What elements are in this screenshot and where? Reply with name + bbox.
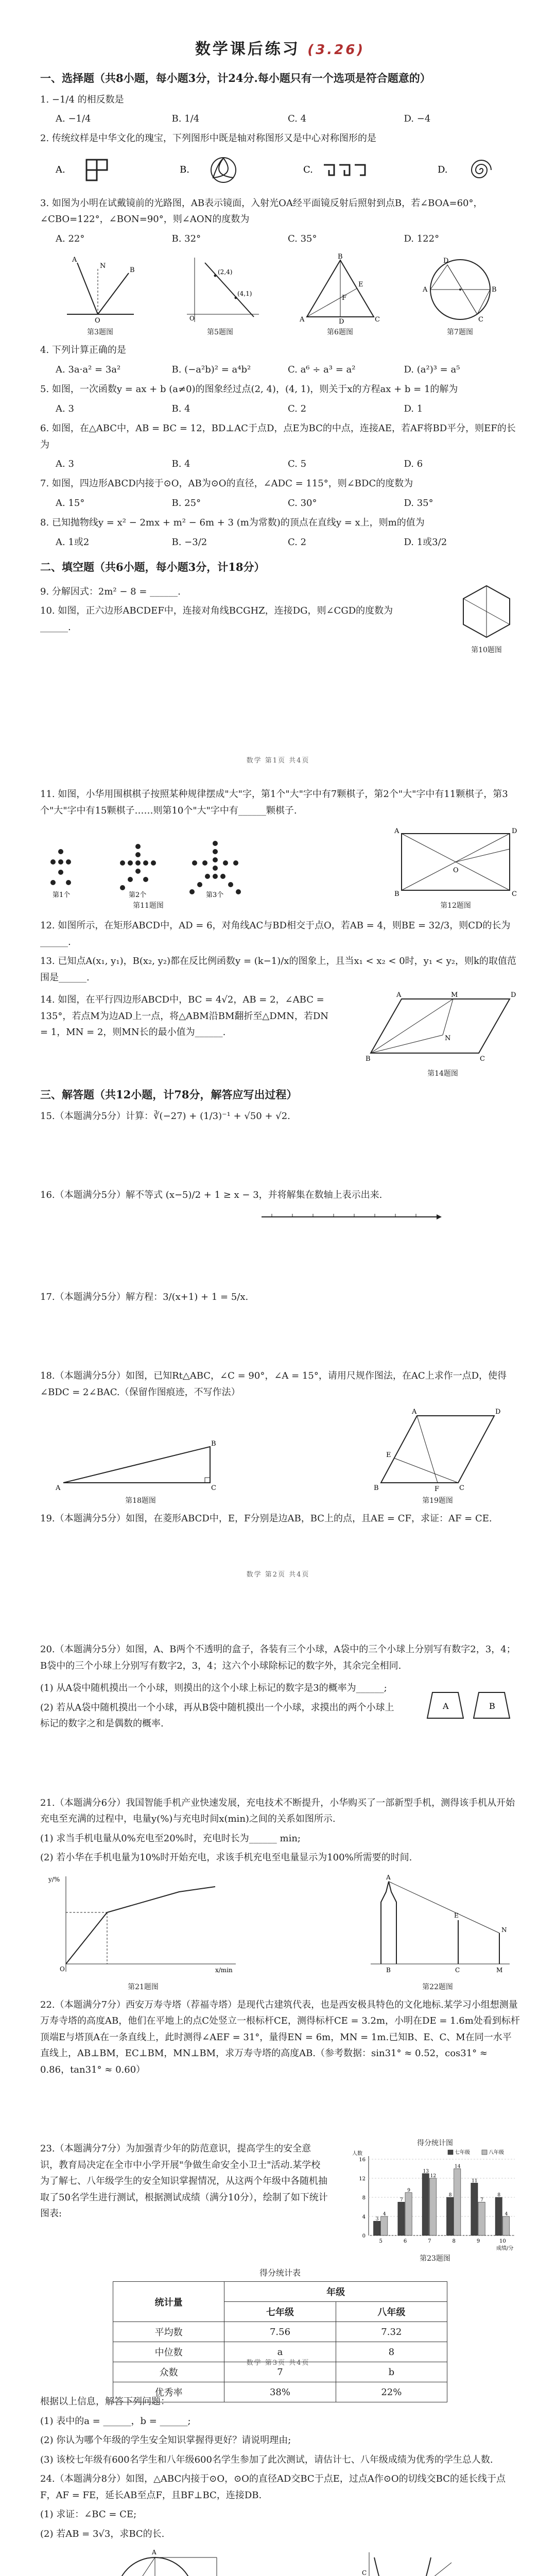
figure-caption: 第7题图 — [447, 328, 473, 337]
option: B. 4 — [171, 403, 190, 414]
legend-label: 八年级 — [489, 2150, 504, 2156]
svg-text:M: M — [496, 1966, 503, 1974]
bar — [454, 2169, 461, 2236]
question-21-part-2: (2) 若小华在手机电量为10%时开始充电，求该手机充电至电量显示为100%所需要的时间. — [40, 1852, 412, 1863]
y-tick-label: 0 — [362, 2233, 366, 2239]
mirror-ray-diagram — [57, 252, 144, 325]
pattern-option-b — [180, 152, 247, 190]
svg-text:A: A — [72, 256, 77, 264]
question-20-part-2: (2) 若从A袋中随机摸出一个小球，再从B袋中随机摸出一个小球，求摸出的两个小球上标记的数字之和是偶数的概率. — [40, 1702, 394, 1729]
option: B. 32° — [171, 233, 201, 244]
svg-text:F: F — [341, 294, 346, 302]
question-7: 7. 如图，四边形ABCD内接于⊙O，AB为⊙O的直径，∠ADC = 115°，则∠BDC的度数为 — [40, 478, 413, 489]
section-1-figures — [40, 252, 520, 337]
option: D. 122° — [404, 233, 440, 244]
svg-text:C: C — [459, 1484, 464, 1492]
fret-pattern-icon — [303, 152, 380, 188]
svg-text:C: C — [478, 316, 483, 324]
page-4 — [0, 2391, 556, 2576]
data-label: 4 — [383, 2212, 386, 2217]
section-1-heading: 一、选择题（共8小题，每小题3分，计24分.每小题只有一个选项是符合题意的） — [40, 72, 431, 84]
svg-text:C: C — [480, 1055, 485, 1063]
svg-text:B: B — [394, 890, 399, 898]
figure-caption: 第14题图 — [427, 1070, 458, 1078]
page-footer: 数学 第2页 共4页 — [246, 1571, 310, 1579]
question-1-options — [40, 111, 520, 127]
option: A. −1/4 — [56, 113, 91, 124]
question-14: 14. 如图，在平行四边形ABCD中，BC = 4√2，AB = 2，∠ABC = 135°，若点M为边AD上一点，将△ABM沿BM翻折至△DMN，若DN = 1，MN = 2，则MN长的最小值为______. — [40, 994, 329, 1038]
bar — [495, 2197, 502, 2235]
x-tick-label: 5 — [379, 2239, 383, 2244]
question-19: 19.（本题满分5分）如图，在菱形ABCD中，E，F分别是边AB，BC上的点，且AE = CF，求证：AF = CE. — [40, 1513, 492, 1524]
option: B. 1/4 — [171, 113, 200, 124]
svg-text:E: E — [358, 281, 363, 289]
bar — [405, 2193, 412, 2235]
pattern-label: 第2个 — [129, 891, 147, 899]
option: D. 6 — [404, 459, 423, 470]
svg-text:D: D — [512, 827, 517, 835]
question-23: 23.（本题满分7分）为加强青少年的防范意识，提高学生的安全意识，教育局决定在全市中小学开展"争做生命安全小卫士"活动.某学校为了解七、八年级学生的安全知识掌握情况，从这两个年级中各随机抽取了50名学生进行测试，根据测试成绩（满分10分），绘制了如下统计图表: — [40, 2143, 328, 2219]
table-cell: 7.32 — [336, 2322, 447, 2342]
bar — [429, 2178, 436, 2235]
data-label: 9 — [407, 2188, 410, 2193]
option: B. 4 — [171, 459, 190, 470]
option: B. −3/2 — [171, 536, 207, 548]
svg-text:B: B — [337, 253, 343, 261]
svg-text:(2,4): (2,4) — [217, 268, 232, 276]
svg-text:x/min: x/min — [215, 1966, 233, 1974]
table-cell: 平均数 — [113, 2322, 224, 2342]
figure-q19 — [371, 1405, 505, 1505]
section-3-heading: 三、解答题（共12小题，计78分，解答应写出过程） — [40, 1088, 298, 1101]
question-24-part-1: (1) 求证：∠BC = CE; — [40, 2509, 137, 2520]
table-cell: 7 — [224, 2362, 336, 2382]
svg-text:C: C — [374, 316, 380, 324]
svg-text:C: C — [455, 1966, 460, 1974]
section-2-heading: 二、填空题（共6小题，每小题3分，计18分） — [40, 561, 265, 574]
option: D. 35° — [404, 497, 433, 509]
table-header: 年级 — [224, 2282, 447, 2302]
question-24: 24.（本题满分8分）如图，△ABC内接于⊙O，⊙O的直径AD交BC于点E，过点A作⊙O的切线交BC的延长线于点F，AF = FE，延长AB至点F，且BF⊥BC，连接DB. — [40, 2473, 506, 2501]
question-11: 11. 如图，小华用围棋棋子按照某种规律摆成"大"字，第1个"大"字中有7颗棋子，第2个"大"字中有11颗棋子，第3个"大"字中有15颗棋子……则第10个"大"字中有______颗棋子. — [40, 789, 508, 816]
bar — [398, 2202, 405, 2235]
svg-text:M: M — [451, 991, 458, 999]
page-footer: 数学 第3页 共4页 — [246, 2359, 310, 2367]
question-23-part-2: (2) 你认为哪个年级的学生安全知识掌握得更好？请说明理由; — [40, 2435, 291, 2446]
svg-text:O: O — [189, 315, 195, 323]
rhombus-diagram — [371, 1405, 505, 1493]
charging-graph — [45, 1871, 241, 1979]
option: D. (a²)³ = a⁵ — [404, 364, 460, 375]
question-16: 16.（本题满分5分）解不等式 (x−5)/2 + 1 ≥ x − 3，并将解集在数轴上表示出来. — [40, 1190, 383, 1200]
bar — [478, 2202, 485, 2235]
go-stones-pattern — [40, 836, 256, 898]
table-caption: 得分统计表 — [259, 2268, 301, 2278]
page-4-figures-top — [40, 2547, 520, 2576]
svg-text:E: E — [386, 1451, 391, 1459]
data-label: 14 — [455, 2164, 461, 2170]
figure-q5 — [177, 252, 264, 337]
svg-text:B: B — [386, 1966, 391, 1974]
figure-q18 — [56, 1436, 225, 1505]
table-header: 七年级 — [224, 2302, 336, 2322]
table-cell: 38% — [224, 2382, 336, 2402]
option-label: B. — [179, 164, 189, 175]
linear-function-graph — [177, 252, 264, 325]
x-axis-label: 成绩/分 — [496, 2246, 514, 2251]
svg-text:F: F — [435, 1485, 440, 1493]
question-9: 9. 分解因式：2m² − 8 = ______. — [40, 586, 181, 597]
figure-q24 — [98, 2547, 222, 2576]
question-4-options — [40, 362, 520, 378]
svg-text:A: A — [56, 1484, 61, 1492]
svg-text:y/%: y/% — [48, 1875, 60, 1883]
svg-text:B: B — [374, 1484, 379, 1492]
svg-text:D: D — [443, 257, 448, 265]
question-8: 8. 已知抛物线y = x² − 2mx + m² − 6m + 3 (m为常数)的顶点在直线y = x上，则m的值为 — [40, 517, 425, 529]
svg-text:B: B — [366, 1055, 371, 1063]
option: C. 2 — [288, 536, 307, 548]
figure-caption: 第11题图 — [133, 902, 164, 910]
question-12: 12. 如图所示，在矩形ABCD中，AD = 6，对角线AC与BD相交于点O，若AB = 4，则BE = 32/3，则CD的长为______. — [40, 920, 511, 947]
bar — [446, 2197, 453, 2235]
svg-text:N: N — [445, 1035, 451, 1042]
svg-text:O: O — [453, 867, 459, 874]
option: C. 35° — [288, 233, 317, 244]
svg-text:O: O — [94, 317, 100, 325]
svg-text:O: O — [60, 1965, 65, 1973]
y-axis-label: 人数 — [352, 2151, 362, 2157]
figure-caption: 第22题图 — [422, 1982, 453, 1991]
figure-caption: 第10题图 — [471, 646, 502, 654]
question-4: 4. 下列计算正确的是 — [40, 345, 126, 356]
option: A. 3 — [56, 403, 74, 414]
svg-text:E: E — [454, 1911, 459, 1919]
figure-q23 — [350, 2138, 520, 2263]
pattern-label: 第1个 — [53, 891, 71, 899]
pagoda-measurement-diagram — [360, 1871, 515, 1979]
score-statistics-table — [113, 2281, 447, 2402]
question-6: 6. 如图，在△ABC中，AB = BC = 12，BD⊥AC于点D，点E为BC的中点，连接AE，若AF将BD平分，则EF的长为 — [40, 423, 516, 450]
bar — [373, 2221, 380, 2235]
parabola-graph — [338, 2547, 462, 2576]
figure-caption: 第3题图 — [87, 328, 113, 337]
question-5: 5. 如图，一次函数y = ax + b (a≠0)的图象经过点(2, 4)，(4, 1)，则关于x的方程ax + b = 1的解为 — [40, 384, 458, 395]
data-label: 7 — [480, 2197, 483, 2203]
table-header: 统计量 — [113, 2282, 224, 2322]
hexagon-diagram — [453, 581, 520, 642]
svg-text:A: A — [443, 1701, 449, 1711]
table-cell: 7.56 — [224, 2322, 336, 2342]
table-row — [113, 2322, 447, 2342]
y-tick-label: 12 — [359, 2176, 366, 2182]
triquetra-pattern-icon — [180, 152, 247, 188]
parallelogram-diagram — [366, 989, 520, 1066]
svg-text:A: A — [412, 1408, 417, 1416]
option: A. 1或2 — [56, 536, 90, 548]
data-label: 4 — [505, 2212, 508, 2217]
question-21-part-1: (1) 求当手机电量从0%充电至20%时，充电时长为______ min; — [40, 1833, 301, 1844]
table-cell: 22% — [336, 2382, 447, 2402]
svg-text:A: A — [386, 1873, 391, 1881]
inscribed-quadrilateral-diagram — [416, 252, 504, 325]
svg-text:B: B — [211, 1440, 216, 1448]
knot-pattern-icon — [56, 152, 123, 188]
svg-text:C: C — [512, 890, 517, 898]
score-bar-chart — [350, 2148, 520, 2251]
option: D. 1 — [404, 403, 423, 414]
y-tick-label: 16 — [359, 2157, 366, 2163]
data-label: 3 — [375, 2216, 379, 2222]
option: A. 3a·a² = 3a² — [56, 364, 121, 375]
data-label: 11 — [472, 2178, 478, 2184]
question-3: 3. 如图为小明在试戴镜前的光路图，AB表示镜面，入射光OA经平面镜反射后照射到点B，若∠BOA=60°，∠CBO=122°，∠BON=90°，则∠AON的度数为 — [40, 197, 483, 225]
pattern-label: 第3个 — [206, 891, 224, 899]
svg-text:C: C — [362, 2569, 367, 2576]
page-3-figures — [40, 1871, 520, 1992]
question-21: 21.（本题满分6分）我国智能手机产业快速发展，充电技术不断提升，小华购买了一部新型手机，测得该手机从开始充电至充满的过程中，电量y(%)与充电时间x(min)之间的关系如图所示. — [40, 1797, 515, 1824]
table-cell: 8 — [336, 2342, 447, 2362]
spiral-pattern-icon — [438, 152, 505, 188]
option-label: A. — [56, 164, 65, 175]
figure-caption: 第6题图 — [327, 328, 353, 337]
svg-text:N: N — [501, 1926, 507, 1934]
data-label: 8 — [448, 2193, 452, 2198]
option: A. 22° — [56, 233, 85, 244]
option: C. 5 — [288, 459, 307, 470]
question-10: 10. 如图，正六边形ABCDEF中，连接对角线BCGHZ，连接DG，则∠CGD的度数为______. — [40, 605, 393, 633]
svg-text:A: A — [396, 991, 402, 999]
right-triangle-diagram — [56, 1436, 225, 1493]
page-footer: 数学 第1页 共4页 — [246, 757, 310, 765]
svg-text:B: B — [129, 266, 135, 275]
question-7-options — [40, 495, 520, 512]
page-1 — [0, 36, 556, 752]
figure-q6 — [297, 252, 384, 337]
x-tick-label: 7 — [428, 2239, 431, 2244]
question-20: 20.（本题满分5分）如图，A、B两个不透明的盒子，各装有三个小球，A袋中的三个小球上分别写有数字2，3，4；B袋中的三个小球上分别写有数字2，3，4；这六个小球除标记的数字外，其余完全相同. — [40, 1644, 516, 1671]
triangle-diagram — [297, 252, 384, 325]
question-2: 2. 传统纹样是中华文化的瑰宝，下列图形中既是轴对称图形又是中心对称图形的是 — [40, 133, 376, 144]
option: A. 3 — [56, 459, 74, 470]
svg-text:A: A — [394, 827, 399, 835]
option: C. 2 — [288, 403, 307, 414]
figure-q12 — [391, 826, 520, 910]
figure-q7 — [416, 252, 504, 337]
figure-caption: 第12题图 — [440, 902, 471, 910]
table-cell: 中位数 — [113, 2342, 224, 2362]
x-tick-label: 9 — [476, 2239, 480, 2244]
svg-text:D: D — [495, 1408, 501, 1416]
table-header: 八年级 — [336, 2302, 447, 2322]
svg-text:A: A — [422, 286, 427, 294]
chart-title: 得分统计图 — [417, 2139, 453, 2147]
table-cell: 优秀率 — [113, 2382, 224, 2402]
figure-q22 — [360, 1871, 515, 1992]
question-20-part-1: (1) 从A袋中随机摸出一个小球，则摸出的这个小球上标记的数字是3的概率为______; — [40, 1683, 387, 1693]
table-cell: b — [336, 2362, 447, 2382]
question-5-options — [40, 401, 520, 417]
y-tick-label: 4 — [362, 2214, 366, 2220]
legend-label: 七年级 — [455, 2150, 470, 2156]
option-label: C. — [303, 164, 314, 175]
figure-q10 — [453, 581, 520, 655]
question-23-lead: 根据以上信息，解答下列问题： — [40, 2396, 170, 2407]
question-2-pattern-options — [40, 152, 520, 190]
figure-caption: 第21题图 — [128, 1982, 159, 1991]
figure-caption: 第5题图 — [207, 328, 233, 337]
bar — [381, 2216, 388, 2235]
figure-caption: 第19题图 — [422, 1497, 453, 1505]
handwritten-date: (3.26) — [307, 42, 366, 58]
data-label: 13 — [423, 2168, 429, 2174]
svg-text:A: A — [299, 316, 304, 324]
x-tick-label: 8 — [452, 2239, 456, 2244]
y-tick-label: 8 — [362, 2195, 366, 2201]
question-15: 15.（本题满分5分）计算：∛(−27) + (1/3)⁻¹ + √50 + √2. — [40, 1110, 290, 1122]
x-tick-label: 10 — [499, 2239, 506, 2244]
option: C. 30° — [288, 497, 317, 509]
question-18: 18.（本题满分5分）如图，已知Rt△ABC，∠C = 90°，∠A = 15°，请用尺规作图法，在AC上求作一点D，使得∠BDC = 2∠BAC.（保留作图痕迹，不写作法） — [40, 1370, 507, 1398]
legend-swatch — [482, 2150, 487, 2155]
page-2 — [0, 783, 556, 1566]
bar — [471, 2183, 478, 2235]
option: A. 15° — [56, 497, 85, 509]
figure-q3 — [57, 252, 144, 337]
question-24-part-2: (2) 若AB = 3√3，求BC的长. — [40, 2528, 165, 2539]
question-23-part-1: (1) 表中的a = ______，b = ______; — [40, 2415, 191, 2427]
figure-q11 — [40, 836, 256, 910]
svg-text:B: B — [491, 286, 497, 294]
option: C. 4 — [288, 113, 307, 124]
svg-text:(4,1): (4,1) — [237, 290, 252, 298]
option: C. a⁶ ÷ a³ = a² — [288, 364, 356, 375]
data-label: 7 — [400, 2197, 403, 2203]
question-6-options — [40, 456, 520, 472]
number-line — [256, 1207, 442, 1227]
rectangle-diagram — [391, 826, 520, 898]
bar — [502, 2216, 509, 2235]
table-cell: 众数 — [113, 2362, 224, 2382]
circle-tangent-diagram — [98, 2547, 222, 2576]
question-22: 22.（本题满分7分）西安万寿寺塔（荐福寺塔）是现代古建筑代表，也是西安极具特色的文化地标.某学习小组想测量万寿寺塔的高度AB，他们在平地上的点C处竖立一根标杆CE，测得标杆CE = 3.2m，小明在DE = 1.6m处看到标杆顶端E与塔顶A在一条直线上，此时测得∠AEF = 31°，量得EN = 6m，MN = 1m.已知B、E、C、M在同一水平直线上，AB⊥BM，EC⊥BM，MN⊥BM，求万寿寺塔的高度AB.（参考数据：sin31° ≈ 0.52，cos31° ≈ 0.86，tan31° ≈ 0.60） — [40, 1999, 520, 2075]
svg-text:B: B — [489, 1701, 495, 1711]
question-23-part-3: (3) 该校七年级有600名学生和八年级600名学生参加了此次测试，请估计七、八年级成绩为优秀的学生总人数. — [40, 2454, 493, 2465]
x-tick-label: 6 — [403, 2239, 407, 2244]
bar — [422, 2174, 429, 2235]
question-13: 13. 已知点A(x₁, y₁)，B(x₂, y₂)都在反比例函数y = (k−1)/x的图象上，且当x₁ < x₂ < 0时，y₁ < y₂，则k的取值范围是______. — [40, 956, 516, 983]
title-text: 数学课后练习 — [195, 40, 300, 58]
figure-q25 — [338, 2547, 462, 2576]
question-3-options — [40, 231, 520, 247]
pattern-option-d — [438, 152, 505, 190]
table-cell: a — [224, 2342, 336, 2362]
option: D. −4 — [404, 113, 431, 124]
legend-swatch — [448, 2150, 453, 2155]
section-3-figures — [40, 1405, 520, 1505]
svg-text:A: A — [152, 2549, 157, 2556]
figure-caption: 第18题图 — [125, 1497, 156, 1505]
svg-text:D: D — [511, 991, 516, 999]
question-8-options — [40, 534, 520, 551]
figure-q21 — [45, 1871, 241, 1992]
page-title — [40, 36, 520, 59]
question-1: 1. −1/4 的相反数是 — [40, 94, 124, 105]
option-label: D. — [437, 164, 448, 175]
data-label: 12 — [430, 2174, 437, 2179]
svg-text:N: N — [99, 262, 106, 270]
svg-text:C: C — [211, 1484, 216, 1492]
data-label: 8 — [497, 2193, 501, 2198]
question-17: 17.（本题满分5分）解方程：3/(x+1) + 1 = 5/x. — [40, 1291, 249, 1302]
option: B. (−a²b)² = a⁴b² — [171, 364, 251, 375]
option: B. 25° — [171, 497, 201, 509]
two-bags-icon — [417, 1677, 520, 1723]
svg-text:D: D — [338, 318, 344, 326]
figure-q14 — [366, 989, 520, 1078]
option: D. 1或3/2 — [404, 536, 447, 548]
pattern-option-c — [303, 152, 380, 190]
pattern-option-a — [56, 152, 123, 190]
figure-caption: 第23题图 — [420, 2255, 450, 2263]
